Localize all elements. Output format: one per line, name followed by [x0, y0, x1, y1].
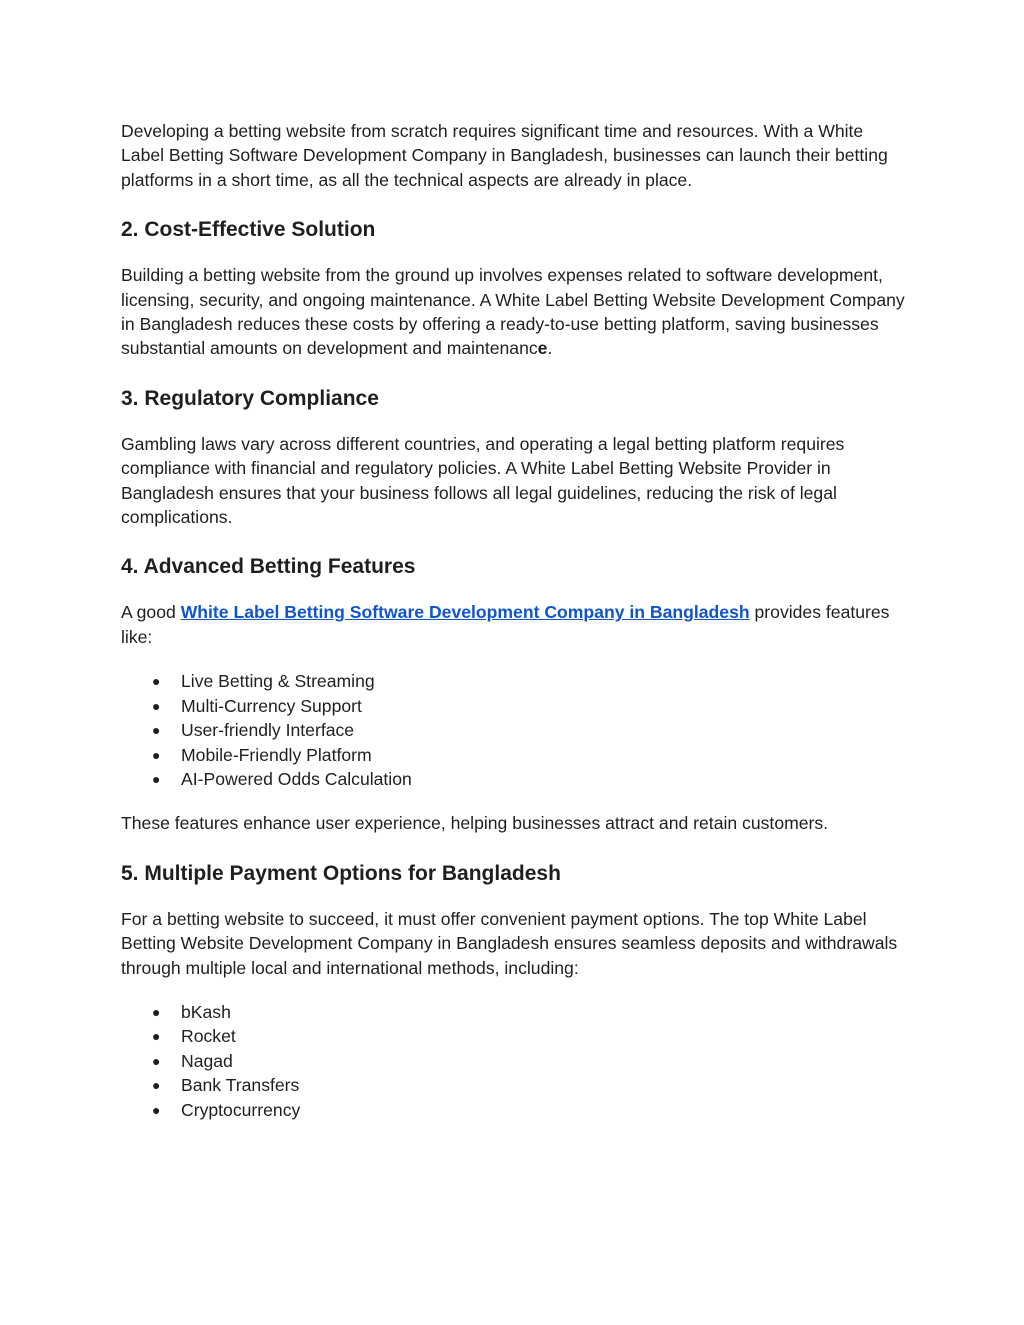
features-closing-paragraph: These features enhance user experience, helping businesses attract and retain customers. — [121, 813, 829, 834]
list-item — [121, 1073, 911, 1097]
bullet-icon: ● — [152, 1052, 161, 1069]
section-heading-payment-options: 5. Multiple Payment Options for Bangladesh — [121, 861, 561, 885]
list-item — [121, 1098, 911, 1122]
bullet-icon: ● — [152, 1028, 161, 1045]
list-item-label: Live Betting & Streaming — [181, 671, 375, 692]
list-item — [121, 694, 911, 718]
list-item-label: Bank Transfers — [181, 1075, 300, 1096]
regulatory-paragraph: Gambling laws vary across different countries, and operating a legal betting platform requires compliance with financial and regulatory policies. A White Label Betting Website Provider in Bangladesh ensures that your business follows all legal guidelines, reducing the risk of legal complications. — [121, 433, 845, 528]
list-item — [121, 669, 911, 693]
payment-paragraph: For a betting website to succeed, it must offer convenient payment options. The top White Label Betting Website Development Company in Bangladesh ensures seamless deposits and withdrawals through multiple local and international methods, including: — [121, 908, 898, 978]
bullet-icon: ● — [152, 1101, 161, 1118]
list-item — [121, 1024, 911, 1048]
section-heading-advanced-features: 4. Advanced Betting Features — [121, 555, 416, 579]
list-item-label: Cryptocurrency — [181, 1099, 301, 1120]
bullet-icon: ● — [152, 770, 161, 787]
features-intro-paragraph — [121, 600, 911, 649]
list-item — [121, 718, 911, 742]
features-intro-before: A good — [121, 602, 181, 623]
cost-effective-bold-tail: e — [537, 338, 548, 359]
list-item-label: Multi-Currency Support — [181, 695, 362, 716]
section-heading-regulatory: 3. Regulatory Compliance — [121, 386, 379, 410]
list-item-label: User-friendly Interface — [181, 720, 355, 741]
features-list — [121, 669, 911, 791]
intro-paragraph: Developing a betting website from scratch requires significant time and resources. With a White Label Betting Software Development Company in Bangladesh, businesses can launch their betting platforms in a short time, as all the technical aspects are already in place. — [121, 121, 888, 190]
bullet-icon: ● — [152, 1077, 161, 1094]
bullet-icon: ● — [152, 746, 161, 763]
section-heading-cost-effective: 2. Cost-Effective Solution — [121, 218, 376, 242]
payment-methods-list — [121, 1000, 911, 1122]
company-link[interactable]: White Label Betting Software Development Company in Bangladesh — [180, 602, 750, 623]
bullet-icon: ● — [152, 1003, 161, 1020]
list-item — [121, 743, 911, 767]
document-page — [121, 119, 911, 1122]
list-item-label: Mobile-Friendly Platform — [181, 744, 372, 765]
list-item — [121, 1000, 911, 1024]
list-item-label: Rocket — [181, 1026, 236, 1047]
bullet-icon: ● — [152, 697, 161, 714]
cost-effective-text: Building a betting website from the ground up involves expenses related to software development, licensing, security, and ongoing maintenance. A White Label Betting Website Development Company in Bangladesh reduces these costs by offering a ready-to-use betting platform, saving businesses substantial amounts on development and maintenanc — [121, 265, 905, 359]
features-intro-after: provides features like: — [121, 602, 890, 647]
list-item — [121, 767, 911, 791]
bullet-icon: ● — [152, 722, 161, 739]
cost-effective-paragraph — [121, 263, 911, 361]
cost-effective-period: . — [547, 338, 553, 359]
list-item-label: bKash — [181, 1001, 231, 1022]
list-item-label: Nagad — [181, 1050, 233, 1071]
list-item-label: AI-Powered Odds Calculation — [181, 768, 412, 789]
bullet-icon: ● — [152, 673, 161, 690]
list-item — [121, 1049, 911, 1073]
